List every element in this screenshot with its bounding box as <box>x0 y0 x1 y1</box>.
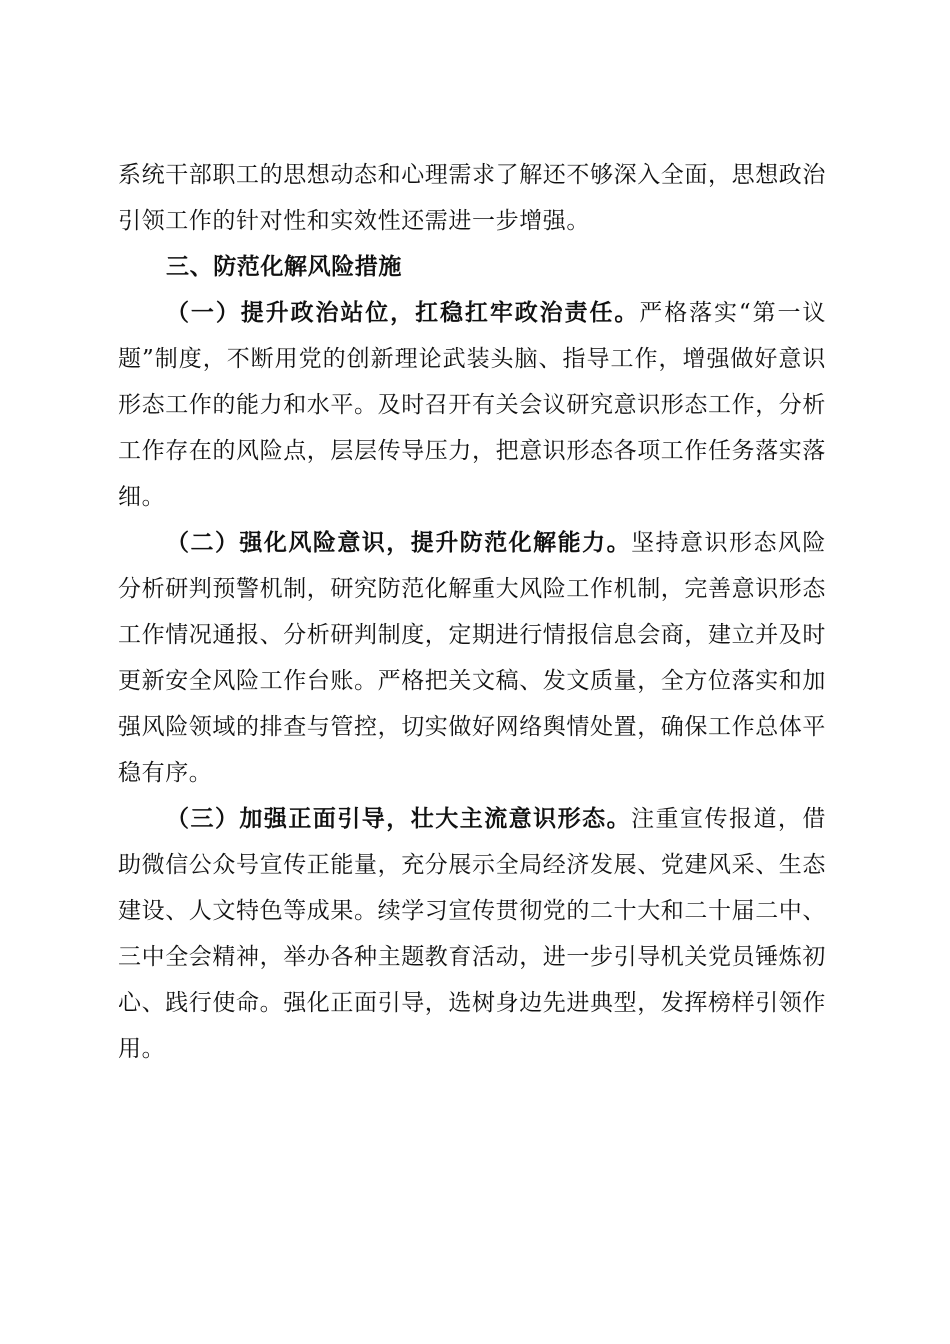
intro-paragraph: 系统干部职工的思想动态和心理需求了解还不够深入全面，思想政治引领工作的针对性和实效性还需进一步增强。 <box>118 162 826 234</box>
measure-1-body: 严格落实“第一议题”制度，不断用党的创新理论武装头脑、指导工作，增强做好意识形态工作的能力和水平。及时召开有关会议研究意识形态工作，分析工作存在的风险点，层层传导压力，把意识形态各项工作任务落实落细。 <box>118 300 827 510</box>
measure-paragraph-1 <box>118 290 826 520</box>
measure-2-body: 坚持意识形态风险分析研判预警机制，研究防范化解重大风险工作机制，完善意识形态工作情况通报、分析研判制度，定期进行情报信息会商，建立并及时更新安全风险工作台账。严格把关文稿、发文质量，全方位落实和加强风险领域的排查与管控，切实做好网络舆情处置，确保工作总体平稳有序。 <box>118 530 826 786</box>
measure-2-lead: （二）强化风险意识，提升防范化解能力。 <box>166 529 632 556</box>
measure-3-lead: （三）加强正面引导，壮大主流意识形态。 <box>166 805 632 832</box>
measure-1-lead: （一）提升政治站位，扛稳扛牢政治责任。 <box>166 299 640 326</box>
measure-paragraph-3 <box>118 796 826 1072</box>
measure-paragraph-2 <box>118 520 826 796</box>
measure-3-body: 注重宣传报道，借助微信公众号宣传正能量，充分展示全局经济发展、党建风采、生态建设、人文特色等成果。续学习宣传贯彻党的二十大和二十届二中、三中全会精神，举办各种主题教育活动，进一步引导机关党员锤炼初心、践行使命。强化正面引导，选树身边先进典型，发挥榜样引领作用。 <box>118 806 826 1062</box>
section-heading: 三、防范化解风险措施 <box>166 254 402 280</box>
document-body <box>118 152 826 1072</box>
